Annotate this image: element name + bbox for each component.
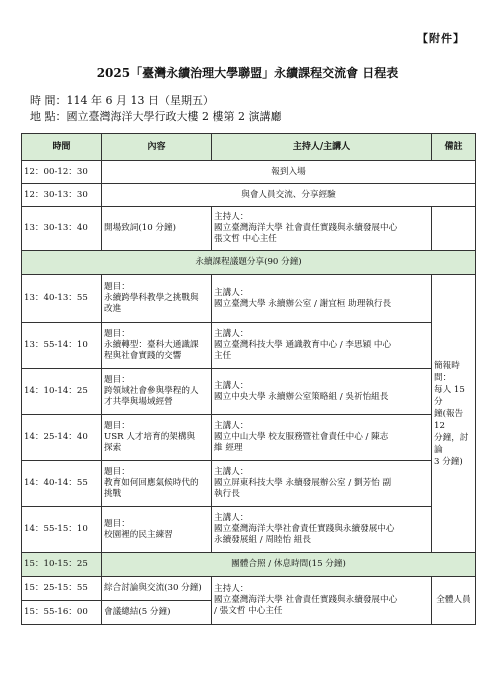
row-content: 題目： USR 人才培育的架構與 探索 [102, 415, 212, 461]
row-time: 13：40-13：55 [22, 275, 102, 323]
table-row [22, 161, 476, 184]
row-content: 會議總結(5 分鐘) [102, 601, 212, 625]
row-host: 主講人： 國立臺灣大學 永續辦公室 / 謝宜桓 助理執行長 [212, 275, 432, 323]
table-row [22, 415, 476, 461]
closing-note: 全體人員 [432, 577, 476, 625]
header-content: 內容 [102, 134, 212, 161]
row-time: 12：00-12：30 [22, 161, 102, 184]
row-host: 主持人： 國立臺灣海洋大學 社會責任實踐與永續發展中心 張文哲 中心主任 [212, 207, 432, 251]
header-time: 時間 [22, 134, 102, 161]
row-host: 主講人： 國立屏東科技大學 永續發展辦公室 / 劉芳怡 副 執行長 [212, 461, 432, 507]
row-time: 13：30-13：40 [22, 207, 102, 251]
event-place: 地 點：國立臺灣海洋大學行政大樓 2 樓第 2 演講廳 [30, 110, 282, 123]
row-content: 開場致詞(10 分鐘) [102, 207, 212, 251]
row-content: 題目： 永續轉型：臺科大通識課 程與社會實踐的交響 [102, 323, 212, 369]
section-row [22, 251, 476, 275]
row-time: 15：25-15：55 [22, 577, 102, 601]
row-content: 題目： 校園裡的民主練習 [102, 507, 212, 553]
row-time: 15：10-15：25 [22, 553, 102, 577]
closing-host: 主持人： 國立臺灣海洋大學 社會責任實踐與永續發展中心 / 張文哲 中心主任 [212, 577, 432, 625]
row-note [432, 207, 476, 251]
row-host: 主講人： 國立中央大學 永續辦公室策略組 / 吳祈怡組長 [212, 369, 432, 415]
row-activity: 團體合照 / 休息時間(15 分鐘) [102, 553, 476, 577]
row-time: 14：25-14：40 [22, 415, 102, 461]
row-time: 14：10-14：25 [22, 369, 102, 415]
table-row [22, 369, 476, 415]
table-row [22, 275, 476, 323]
row-host: 主講人： 國立臺灣海洋大學社會責任實踐與永續發展中心 永續發展組 / 周睦怡 組長 [212, 507, 432, 553]
event-time: 時 間：114 年 6 月 13 日（星期五） [30, 94, 214, 107]
row-time: 15：55-16：00 [22, 601, 102, 625]
row-content: 題目： 永續跨學科教學之挑戰與 改進 [102, 275, 212, 323]
break-row [22, 553, 476, 577]
talk-note: 簡報時間： 每人 15 分 鐘(報告 12 分鐘，討論 3 分鐘) [432, 275, 476, 553]
row-time: 13：55-14：10 [22, 323, 102, 369]
table-row [22, 184, 476, 207]
table-row [22, 323, 476, 369]
row-content: 題目： 跨領域社會參與學程的人 才共學與場域經營 [102, 369, 212, 415]
page-title: 2025「臺灣永續治理大學聯盟」永續課程交流會 日程表 [96, 66, 399, 80]
row-content: 題目： 教育如何回應氣候時代的 挑戰 [102, 461, 212, 507]
row-time: 12：30-13：30 [22, 184, 102, 207]
table-header-row [22, 134, 476, 161]
row-host: 主講人： 國立臺灣科技大學 通識教育中心 / 李思穎 中心 主任 [212, 323, 432, 369]
row-activity: 報到入場 [102, 161, 476, 184]
header-host: 主持人/主講人 [212, 134, 432, 161]
row-activity: 與會人員交流、分享經驗 [102, 184, 476, 207]
schedule-table [21, 133, 476, 625]
row-time: 14：55-15：10 [22, 507, 102, 553]
table-row [22, 461, 476, 507]
row-content: 綜合討論與交流(30 分鐘) [102, 577, 212, 601]
row-time: 14：40-14：55 [22, 461, 102, 507]
table-row [22, 207, 476, 251]
table-row [22, 507, 476, 553]
header-note: 備註 [432, 134, 476, 161]
table-row [22, 577, 476, 601]
row-host: 主講人： 國立中山大學 校友服務暨社會責任中心 / 陳志 維 經理 [212, 415, 432, 461]
section-title: 永續課程議題分享(90 分鐘) [22, 251, 476, 275]
attachment-label: 【附件】 [417, 32, 465, 45]
